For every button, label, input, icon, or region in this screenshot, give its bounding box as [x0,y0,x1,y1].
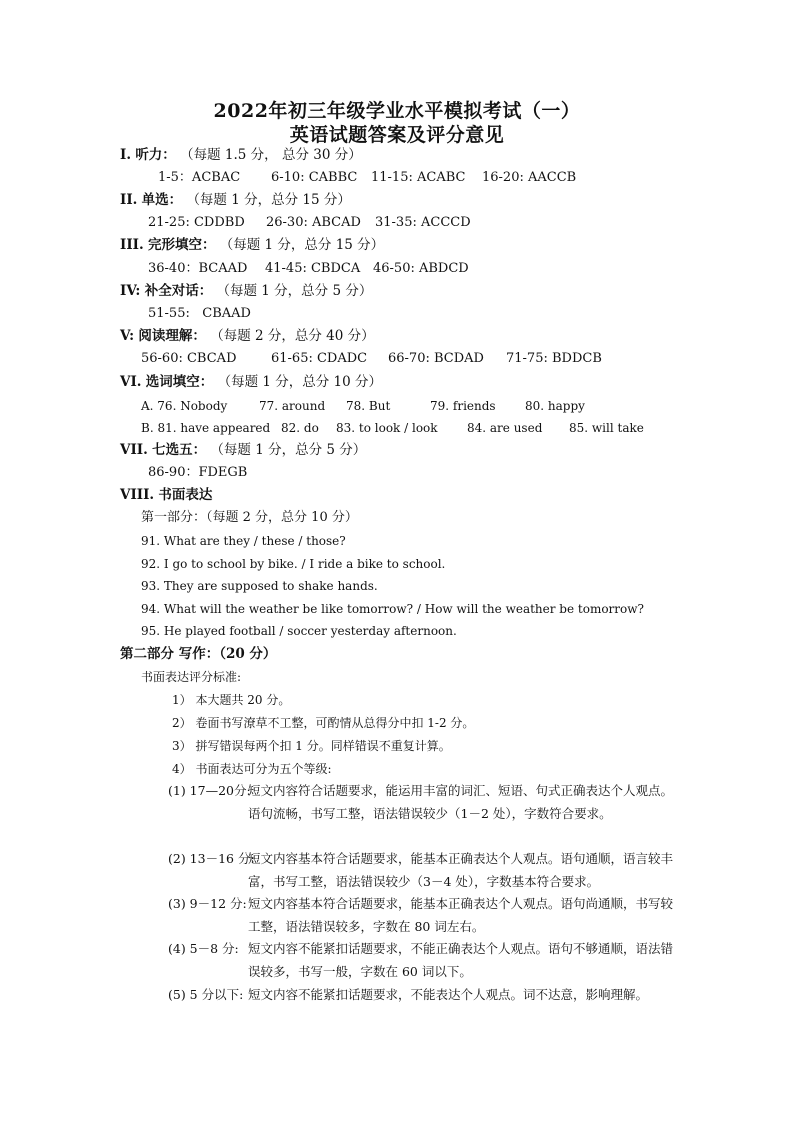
answer-group: 61-65: CDADC [271,351,368,366]
section-number: V: [120,328,135,344]
section-rule: （每题 1 分，总分 5 分） [216,283,373,299]
answer-sentence: 95. He played football / soccer yesterday afternoon. [141,624,457,638]
section-rule: （每题 1 分，总分 15 分） [219,237,385,253]
answer-sentence: 91. What are they / these / those? [141,534,346,548]
grade-level [168,984,688,1030]
answer-item: 80. happy [525,399,585,413]
section-heading-word-fill [120,373,382,391]
answer-group: 86-90：FDEGB [148,465,248,480]
answer-group: 56-60: CBCAD [141,351,237,366]
section-rule: （每题 1 分，总分 5 分） [210,442,367,458]
section-rule: （每题 2 分，总分 40 分） [210,328,375,344]
rule-item: 4） 书面表达可分为五个等级: [172,762,332,776]
section-number: IV: [120,283,141,299]
rule-item: 3） 拼写错误每两个扣 1 分。同样错误不重复计算。 [172,739,451,753]
section-heading-single-choice [120,191,351,209]
grade-description: 短文内容不能紧扣话题要求，不能正确表达个人观点。语句不够通顺，语法错误较多，书写一般，字数在 60 词以下。 [248,941,674,979]
section-heading-cloze [120,236,384,254]
grade-level [168,848,688,894]
section-name: 单选： [141,192,183,208]
answer-group: 16-20: AACCB [482,170,577,185]
rule-item: 1） 本大题共 20 分。 [172,693,291,707]
answer-item: 79. friends [430,399,496,413]
section-name: 七选五： [152,442,207,458]
answer-group: 1-5：ACBAC [158,170,241,185]
answer-item: 82. do [281,421,319,435]
answer-group: 11-15: ACABC [371,170,466,185]
grade-level [168,893,688,939]
grade-description: 短文内容不能紧扣话题要求，不能表达个人观点。词不达意，影响理解。 [248,987,649,1002]
answer-item: 85. will take [569,421,644,435]
answer-group: 66-70: BCDAD [388,351,484,366]
answer-group: 31-35: ACCCD [375,215,471,230]
answer-item: A. 76. Nobody [141,399,228,413]
section-heading-dialogue [120,282,372,300]
answer-item: 84. are used [467,421,543,435]
grade-level [168,938,688,984]
answer-sentence: 94. What will the weather be like tomorrow? / How will the weather be tomorrow? [141,602,644,616]
section-number: VIII. [120,487,155,503]
section-name: 补全对话： [144,283,213,299]
answer-sentence: 93. They are supposed to shake hands. [141,579,378,593]
section-heading-seven-choose-five [120,441,366,459]
section-name: 完形填空： [147,237,216,253]
grade-description: 短文内容符合话题要求，能运用丰富的词汇、短语、句式正确表达个人观点。语句流畅，书写工整，语法错误较少（1－2 处），字数符合要求。 [248,783,674,821]
answer-group: 26-30: ABCAD [266,215,361,230]
section-number: I. [120,147,132,163]
part-two-heading: 第二部分 写作：（20 分） [120,646,277,662]
section-name: 选词填空： [145,374,214,390]
answer-group: 41-45: CBDCA [265,261,361,276]
answer-item: 83. to look / look [336,421,438,435]
page-subtitle: 英语试题答案及评分意见 [289,124,505,146]
answer-group: 21-25: CDDBD [148,215,245,230]
section-heading-reading [120,327,375,345]
grade-description: 短文内容基本符合话题要求，能基本正确表达个人观点。语句通顺，语言较丰富，书写工整，语法错误较少（3－4 处），字数基本符合要求。 [248,851,674,889]
answer-item: B. 81. have appeared [141,421,271,435]
grade-label: (2) 13－16 分: [168,851,255,866]
rule-item: 2） 卷面书写潦草不工整，可酌情从总得分中扣 1-2 分。 [172,716,475,730]
section-number: III. [120,237,144,253]
section-rule: （每题 1 分，总分 15 分） [186,192,351,208]
grade-label: (4) 5－8 分: [168,941,239,956]
section-name: 书面表达 [158,487,213,503]
answer-group: 6-10: CABBC [271,170,358,185]
section-rule: （每题 1 分，总分 10 分） [217,374,383,390]
section-heading-writing [120,486,212,504]
grade-label: (3) 9－12 分: [168,896,247,911]
part-one-heading: 第一部分：（每题 2 分，总分 10 分） [141,510,358,525]
grade-level [168,780,688,848]
section-heading-listening [120,146,362,164]
answer-group: 36-40：BCAAD [148,261,248,276]
section-rule: （每题 1.5 分， 总分 30 分） [180,147,362,163]
section-name: 听力： [135,147,176,163]
page-title: 2022年初三年级学业水平模拟考试（一） [213,100,581,122]
answer-group: 71-75: BDDCB [506,351,602,366]
section-number: VI. [120,374,142,390]
answer-item: 78. But [346,399,391,413]
grade-label: (1) 17—20分: [168,783,251,798]
grade-label: (5) 5 分以下: [168,987,244,1002]
section-name: 阅读理解： [138,328,206,344]
criteria-title: 书面表达评分标准: [141,670,242,684]
answer-sentence: 92. I go to school by bike. / I ride a bike to school. [141,557,446,571]
grade-description: 短文内容基本符合话题要求，能基本正确表达个人观点。语句尚通顺，书写较工整，语法错误较多，字数在 80 词左右。 [248,896,674,934]
section-number: II. [120,192,138,208]
answer-group: 51-55: CBAAD [148,306,251,321]
answer-item: 77. around [259,399,326,413]
answer-group: 46-50: ABDCD [373,261,469,276]
section-number: VII. [120,442,148,458]
